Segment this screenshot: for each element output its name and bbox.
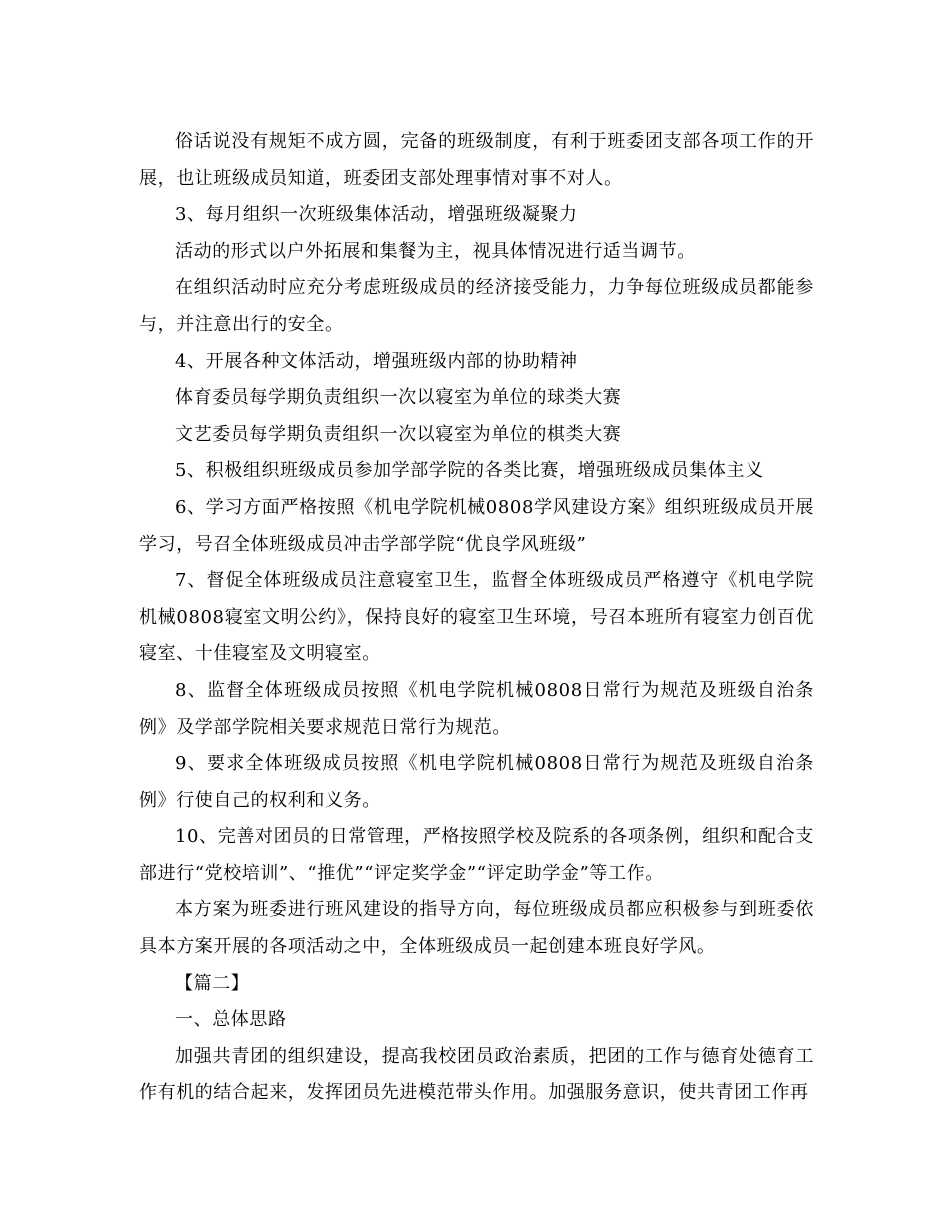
paragraph: 活动的形式以户外拓展和集餐为主，视具体情况进行适当调节。	[175, 240, 696, 262]
list-item-heading: 3、每月组织一次班级集体活动，增强班级凝聚力	[175, 204, 578, 226]
list-item-heading: 5、积极组织班级成员参加学部学院的各类比赛，增强班级成员集体主义	[175, 460, 764, 482]
paragraph: 俗话说没有规矩不成方圆，完备的班级制度，有利于班委团支部各项工作的开展，也让班级成员知道，班委团支部处理事情对事不对人。	[139, 131, 814, 189]
document-body	[139, 124, 814, 1112]
paragraph: 加强共青团的组织建设，提高我校团员政治素质，把团的工作与德育处德育工作有机的结合起来，发挥团员先进模范带头作用。加强服务意识，使共青团工作再	[139, 1045, 814, 1104]
section-subheading: 一、总体思路	[175, 1009, 287, 1031]
section-heading: 【篇二】	[175, 972, 250, 994]
list-item-heading: 4、开展各种文体活动，增强班级内部的协助精神	[175, 350, 578, 372]
list-item: 9、要求全体班级成员按照《机电学院机械0808日常行为规范及班级自治条例》行使自己的权利和义务。	[139, 753, 814, 811]
list-item: 6、学习方面严格按照《机电学院机械0808学风建设方案》组织班级成员开展学习，号召全体班级成员冲击学部学院“优良学风班级”	[139, 496, 814, 555]
list-item: 7、督促全体班级成员注意寝室卫生，监督全体班级成员严格遵守《机电学院机械0808寝室文明公约》，保持良好的寝室卫生环境，号召本班所有寝室力创百优寝室、十佳寝室及文明寝室。	[139, 570, 814, 665]
paragraph: 本方案为班委进行班风建设的指导方向，每位班级成员都应积极参与到班委依具本方案开展的各项活动之中，全体班级成员一起创建本班良好学风。	[139, 899, 814, 958]
paragraph: 体育委员每学期负责组织一次以寝室为单位的球类大赛	[175, 387, 622, 409]
list-item: 10、完善对团员的日常管理，严格按照学校及院系的各项条例，组织和配合支部进行“党校培训”、“推优”“评定奖学金”“评定助学金”等工作。	[139, 826, 814, 884]
paragraph: 在组织活动时应充分考虑班级成员的经济接受能力，力争每位班级成员都能参与，并注意出行的安全。	[139, 277, 814, 335]
paragraph: 文艺委员每学期负责组织一次以寝室为单位的棋类大赛	[175, 423, 622, 445]
list-item: 8、监督全体班级成员按照《机电学院机械0808日常行为规范及班级自治条例》及学部学院相关要求规范日常行为规范。	[139, 679, 814, 738]
